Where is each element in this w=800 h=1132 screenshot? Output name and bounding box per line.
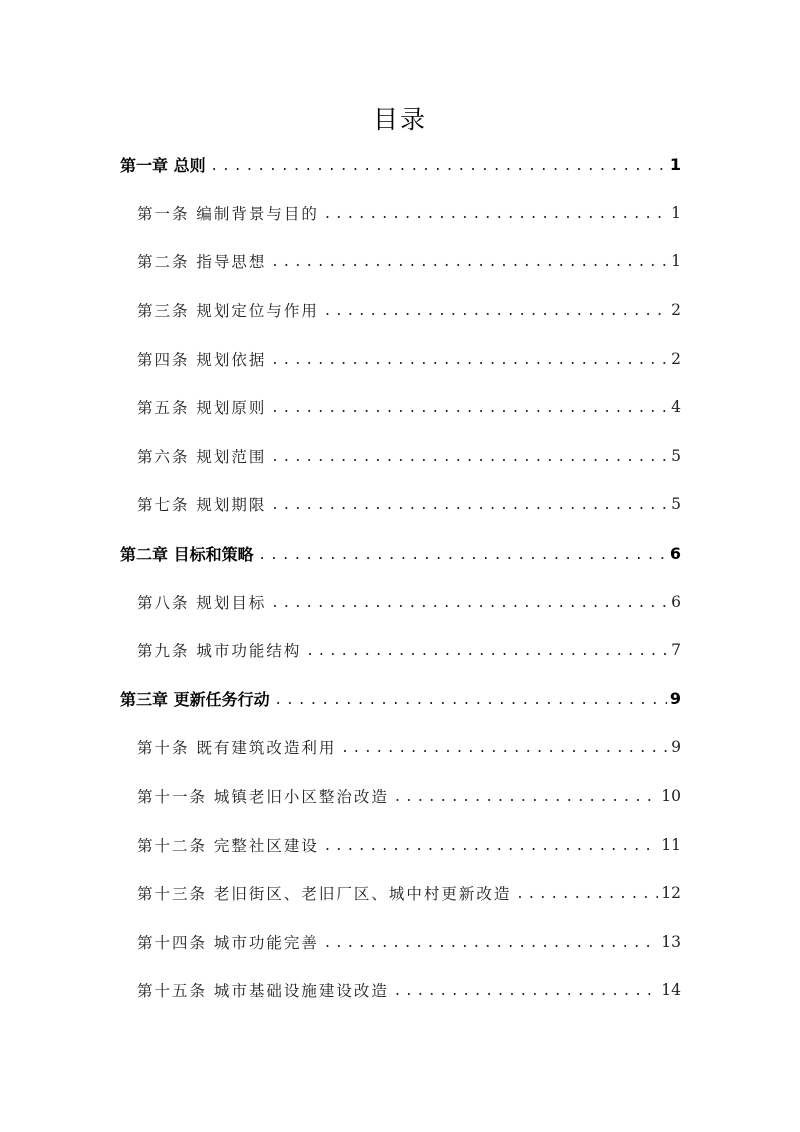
toc-section-entry[interactable] — [120, 189, 681, 238]
toc-section-entry[interactable] — [120, 577, 681, 626]
toc-section-entry[interactable] — [120, 237, 681, 286]
toc-section-entry[interactable] — [120, 432, 681, 481]
toc-page-number: 5 — [671, 446, 681, 465]
toc-entry-label: 第十五条 城市基础设施建设改造 — [137, 982, 389, 1001]
toc-section-entry[interactable] — [120, 480, 681, 529]
dot-leader — [272, 495, 668, 513]
toc-page-number: 1 — [669, 154, 681, 174]
toc-entry-label: 第一条 编制背景与目的 — [137, 204, 319, 223]
toc-section-entry[interactable] — [120, 334, 681, 383]
toc-page-number: 2 — [671, 349, 681, 368]
toc-entry-label: 第三条 规划定位与作用 — [137, 302, 319, 321]
toc-entry-label: 第十三条 老旧街区、老旧厂区、城中村更新改造 — [137, 885, 512, 904]
toc-entry-label: 第九条 城市功能结构 — [137, 642, 302, 661]
toc-chapter-entry[interactable] — [120, 529, 681, 578]
toc-section-entry[interactable] — [120, 869, 681, 918]
dot-leader — [260, 544, 667, 563]
dot-leader — [325, 933, 658, 951]
toc-entry-label: 第一章 总则 — [120, 155, 206, 175]
dot-leader — [517, 884, 658, 902]
toc-page-number: 5 — [671, 495, 681, 514]
toc-entry-label: 第二条 指导思想 — [137, 253, 267, 272]
toc-page-number: 7 — [671, 641, 681, 660]
toc-section-entry[interactable] — [120, 820, 681, 869]
toc-entry-label: 第十四条 城市功能完善 — [137, 933, 319, 952]
toc-page-number: 6 — [669, 543, 681, 563]
dot-leader — [272, 593, 668, 611]
toc-section-entry[interactable] — [120, 772, 681, 821]
toc-entry-label: 第八条 规划目标 — [137, 593, 267, 612]
dot-leader — [276, 689, 667, 708]
table-of-contents — [120, 140, 681, 1015]
toc-page-number: 1 — [671, 252, 681, 271]
dot-leader — [342, 738, 668, 756]
toc-section-entry[interactable] — [120, 383, 681, 432]
toc-section-entry[interactable] — [120, 966, 681, 1015]
dot-leader — [272, 398, 668, 416]
toc-section-entry[interactable] — [120, 723, 681, 772]
dot-leader — [272, 447, 668, 465]
toc-page-number: 2 — [671, 301, 681, 320]
toc-page-number: 11 — [661, 835, 681, 854]
dot-leader — [325, 301, 668, 319]
dot-leader — [325, 204, 668, 222]
toc-section-entry[interactable] — [120, 286, 681, 335]
toc-chapter-entry[interactable] — [120, 675, 681, 724]
toc-title: 目录 — [372, 105, 427, 134]
dot-leader — [325, 836, 658, 854]
toc-page-number: 1 — [671, 203, 681, 222]
toc-entry-label: 第十一条 城镇老旧小区整治改造 — [137, 788, 389, 807]
toc-page-number: 14 — [661, 981, 681, 1000]
toc-section-entry[interactable] — [120, 626, 681, 675]
toc-entry-label: 第五条 规划原则 — [137, 399, 267, 418]
toc-page-number: 6 — [671, 592, 681, 611]
dot-leader — [212, 155, 667, 174]
toc-entry-label: 第十二条 完整社区建设 — [137, 836, 319, 855]
toc-entry-label: 第四条 规划依据 — [137, 350, 267, 369]
dot-leader — [395, 981, 658, 999]
toc-entry-label: 第六条 规划范围 — [137, 447, 267, 466]
toc-entry-label: 第七条 规划期限 — [137, 496, 267, 515]
dot-leader — [272, 252, 668, 270]
dot-leader — [272, 350, 668, 368]
dot-leader — [307, 641, 668, 659]
toc-page-number: 13 — [661, 932, 681, 951]
toc-entry-label: 第十条 既有建筑改造利用 — [137, 739, 337, 758]
dot-leader — [395, 787, 658, 805]
toc-page-number: 10 — [661, 787, 681, 806]
toc-page-number: 9 — [671, 738, 681, 757]
toc-page-number: 4 — [671, 398, 681, 417]
toc-page-number: 12 — [661, 884, 681, 903]
toc-page-number: 9 — [669, 689, 681, 709]
toc-chapter-entry[interactable] — [120, 140, 681, 189]
toc-entry-label: 第二章 目标和策略 — [120, 544, 254, 564]
toc-section-entry[interactable] — [120, 918, 681, 967]
toc-entry-label: 第三章 更新任务行动 — [120, 690, 270, 710]
